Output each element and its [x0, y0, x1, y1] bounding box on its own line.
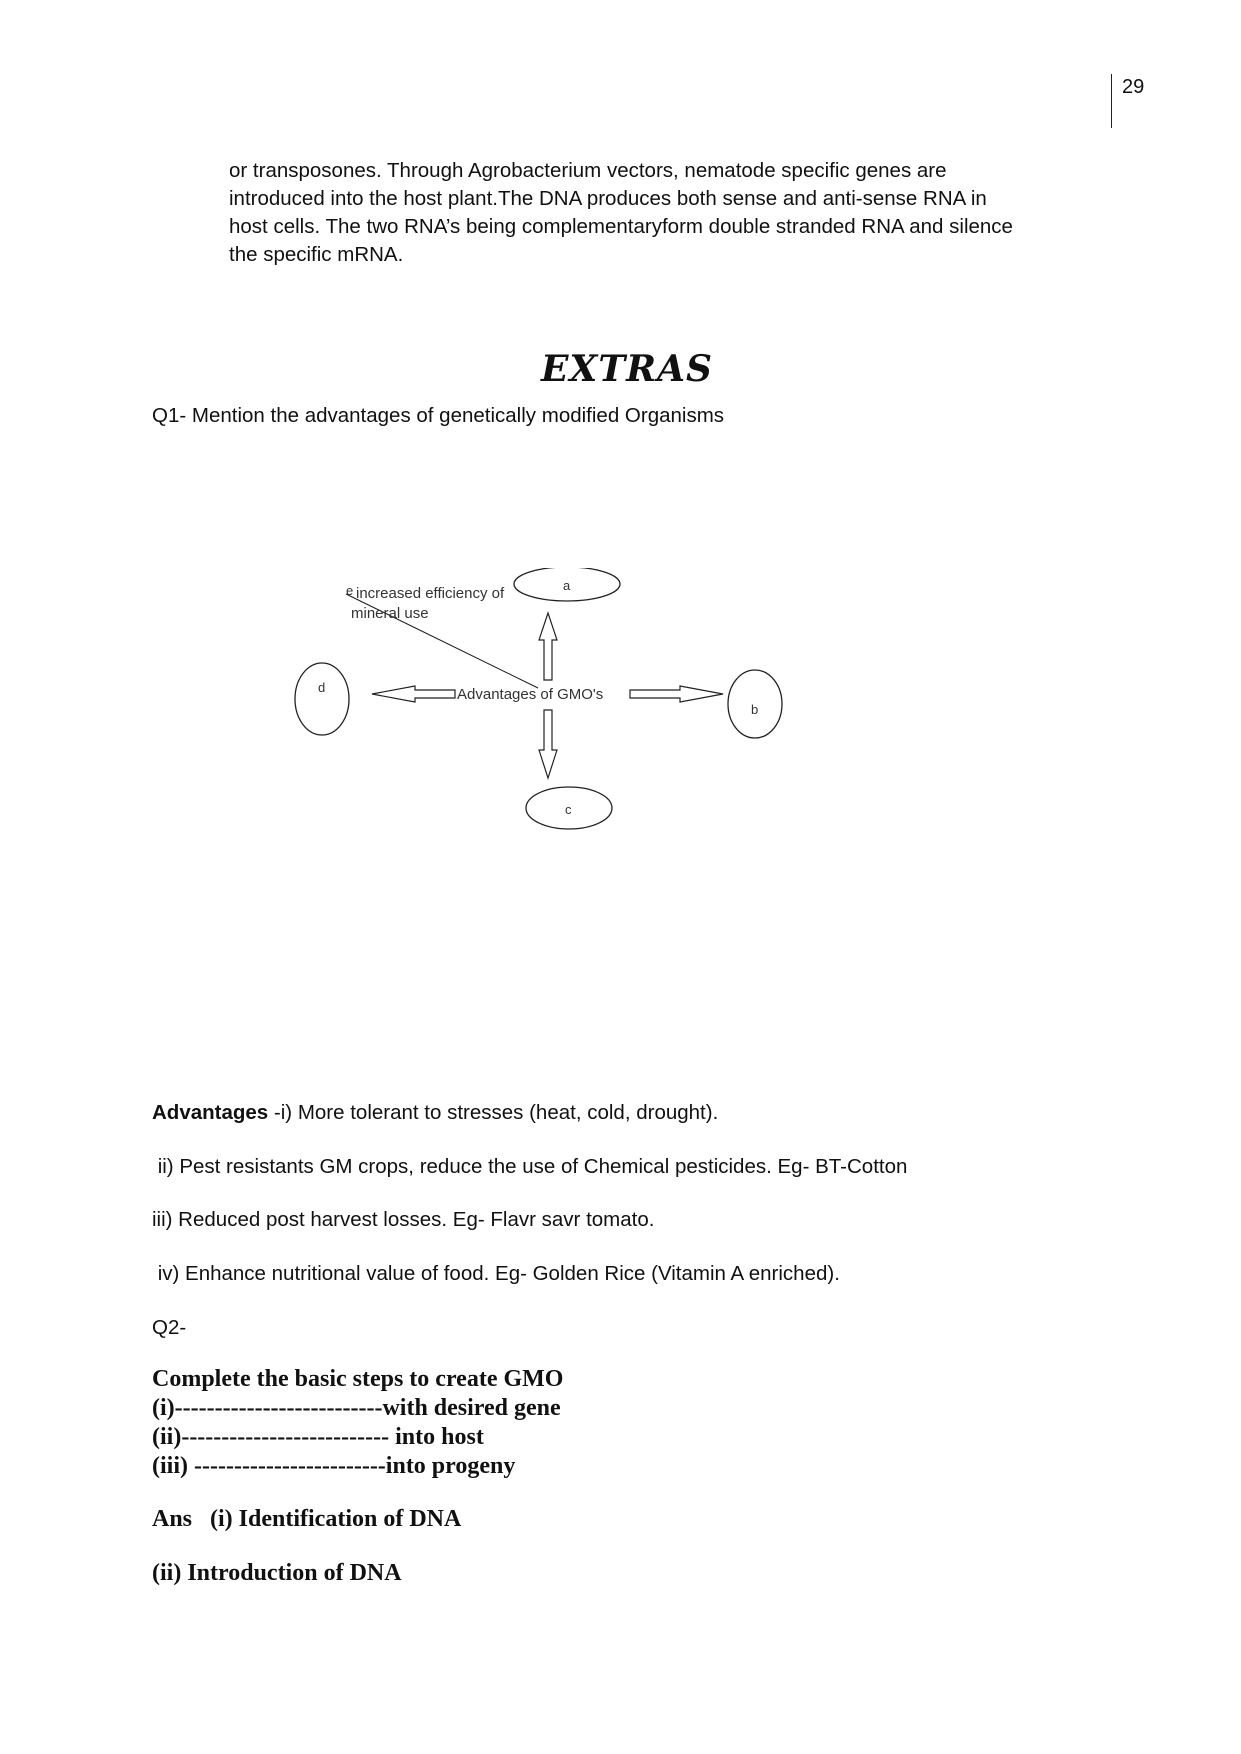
intro-paragraph: or transposones. Through Agrobacterium vectors, nematode specific genes are introduced into the host plant.The DNA produces both sense and anti-sense RNA in host cells. The two RNA’s being complementaryform double stranded RNA and silence the specific mRNA.	[229, 159, 1013, 266]
note-e-letter: e	[346, 583, 354, 598]
center-label: Advantages of GMO's	[457, 686, 604, 703]
arrow-right	[630, 686, 723, 702]
node-a-label: a	[563, 578, 571, 593]
advantage-item-1	[152, 1101, 718, 1125]
section-title: EXTRAS	[540, 348, 713, 390]
q2-heading: Complete the basic steps to create GMO	[152, 1366, 564, 1392]
advantage-item-1-text: -i) More tolerant to stresses (heat, cold, drought).	[268, 1101, 719, 1124]
q2-label: Q2-	[152, 1316, 187, 1339]
note-line-1: increased efficiency of	[356, 585, 505, 602]
page-number-divider	[1111, 74, 1112, 128]
node-d-label: d	[318, 680, 326, 695]
node-c-label: c	[565, 802, 572, 817]
advantage-item-2: ii) Pest resistants GM crops, reduce the use of Chemical pesticides. Eg- BT-Cotton	[152, 1155, 908, 1178]
page-number: 29	[1122, 76, 1145, 98]
node-d-ellipse	[295, 663, 349, 735]
q2-step-1: (i)--------------------------with desired gene	[152, 1395, 561, 1421]
q2-step-2: (ii)-------------------------- into host	[152, 1424, 484, 1450]
arrow-down	[539, 710, 557, 778]
q2-answer-1: Ans (i) Identification of DNA	[152, 1506, 462, 1532]
advantage-item-4: iv) Enhance nutritional value of food. Eg- Golden Rice (Vitamin A enriched).	[152, 1262, 840, 1285]
q2-answer-2: (ii) Introduction of DNA	[152, 1560, 402, 1586]
node-b-label: b	[751, 702, 759, 717]
arrow-up	[539, 613, 557, 680]
gmo-advantages-diagram	[290, 568, 810, 848]
advantages-label: Advantages	[152, 1101, 269, 1124]
arrow-left	[372, 686, 455, 702]
advantage-item-3: iii) Reduced post harvest losses. Eg- Flavr savr tomato.	[152, 1208, 655, 1231]
q2-step-3: (iii) ------------------------into progeny	[152, 1453, 516, 1479]
q1-prompt: Q1- Mention the advantages of genetically modified Organisms	[152, 404, 725, 427]
note-line-2: mineral use	[351, 605, 429, 622]
